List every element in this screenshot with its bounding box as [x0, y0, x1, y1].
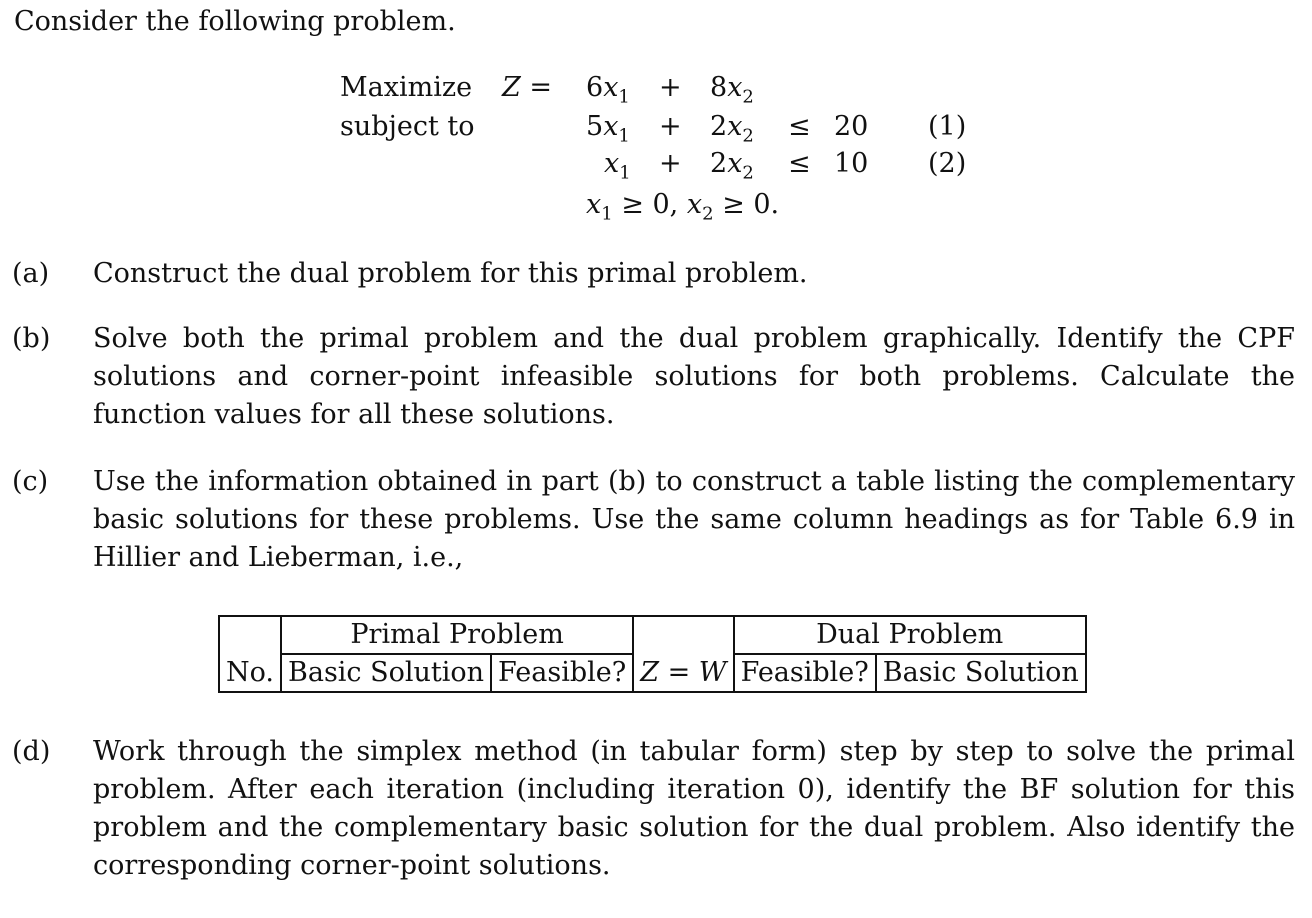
- part-b-line: solutions and corner-point infeasible solutions for both problems. Calculate the: [93, 361, 1295, 392]
- part-b-line: function values for all these solutions.: [93, 399, 615, 430]
- constraint-1-term-x1: $5x_1$: [586, 111, 630, 147]
- constraint-2-relation: ≤: [788, 148, 811, 179]
- part-d-text: [93, 733, 1295, 885]
- dual-problem-header: Dual Problem: [734, 616, 1086, 654]
- column-header-dual-basic-solution: Basic Solution: [876, 654, 1086, 692]
- column-header-z-equals-w: Z = W: [633, 654, 733, 692]
- nonnegativity-constraints: $x_1 \ge 0$, $x_2 \ge 0$.: [586, 189, 780, 225]
- complementary-solutions-table: [218, 615, 1087, 693]
- table-header-row-bottom: [219, 654, 1086, 692]
- subject-to-label: subject to: [340, 111, 475, 142]
- maximize-label: Maximize: [340, 72, 473, 103]
- part-b-letter: (b): [12, 323, 51, 354]
- column-header-primal-basic-solution: Basic Solution: [281, 654, 491, 692]
- constraint-2-term-x1: $x_1$: [604, 148, 631, 184]
- part-d-line: Work through the simplex method (in tabular form) step by step to solve the primal: [93, 736, 1295, 767]
- column-header-no: No.: [219, 654, 281, 692]
- table-empty-cell: [219, 616, 281, 654]
- primal-problem-header: Primal Problem: [281, 616, 633, 654]
- part-b-line: Solve both the primal problem and the dual problem graphically. Identify the CPF: [93, 323, 1295, 354]
- constraint-1-rhs: 20: [834, 111, 869, 142]
- constraint-2-plus: +: [659, 148, 682, 179]
- column-header-dual-feasible: Feasible?: [734, 654, 876, 692]
- part-a-text: [93, 255, 1295, 293]
- constraint-1-tag: (1): [928, 111, 967, 142]
- table-header-row-top: [219, 616, 1086, 654]
- part-c-line: Hillier and Lieberman, i.e.,: [93, 542, 464, 573]
- constraint-1-plus: +: [659, 111, 682, 142]
- constraint-2-term-x2: $2x_2$: [710, 148, 754, 184]
- part-a-line: Construct the dual problem for this primal problem.: [93, 258, 808, 289]
- part-a-letter: (a): [12, 258, 50, 289]
- part-c-text: [93, 463, 1295, 577]
- part-d-letter: (d): [12, 736, 51, 767]
- constraint-2-tag: (2): [928, 148, 967, 179]
- part-c-line: basic solutions for these problems. Use the same column headings as for Table 6.9 in: [93, 504, 1295, 535]
- column-header-primal-feasible: Feasible?: [491, 654, 633, 692]
- constraint-2-rhs: 10: [834, 148, 869, 179]
- part-c-line: Use the information obtained in part (b) to construct a table listing the complementary: [93, 466, 1295, 497]
- part-b-text: [93, 320, 1295, 434]
- objective-term-x2: $8x_2$: [710, 72, 754, 108]
- objective-plus: +: [659, 72, 682, 103]
- part-d-line: problem and the complementary basic solution for the dual problem. Also identify the: [93, 812, 1295, 843]
- objective-term-x1: $6x_1$: [586, 72, 630, 108]
- intro-text: Consider the following problem.: [14, 6, 456, 37]
- part-c-letter: (c): [12, 466, 49, 497]
- part-d-line: corresponding corner-point solutions.: [93, 850, 611, 881]
- objective-lhs: Z =: [502, 72, 552, 103]
- table-empty-cell: [633, 616, 733, 654]
- constraint-1-relation: ≤: [788, 111, 811, 142]
- constraint-1-term-x2: $2x_2$: [710, 111, 754, 147]
- part-d-line: problem. After each iteration (including iteration 0), identify the BF solution for this: [93, 774, 1295, 805]
